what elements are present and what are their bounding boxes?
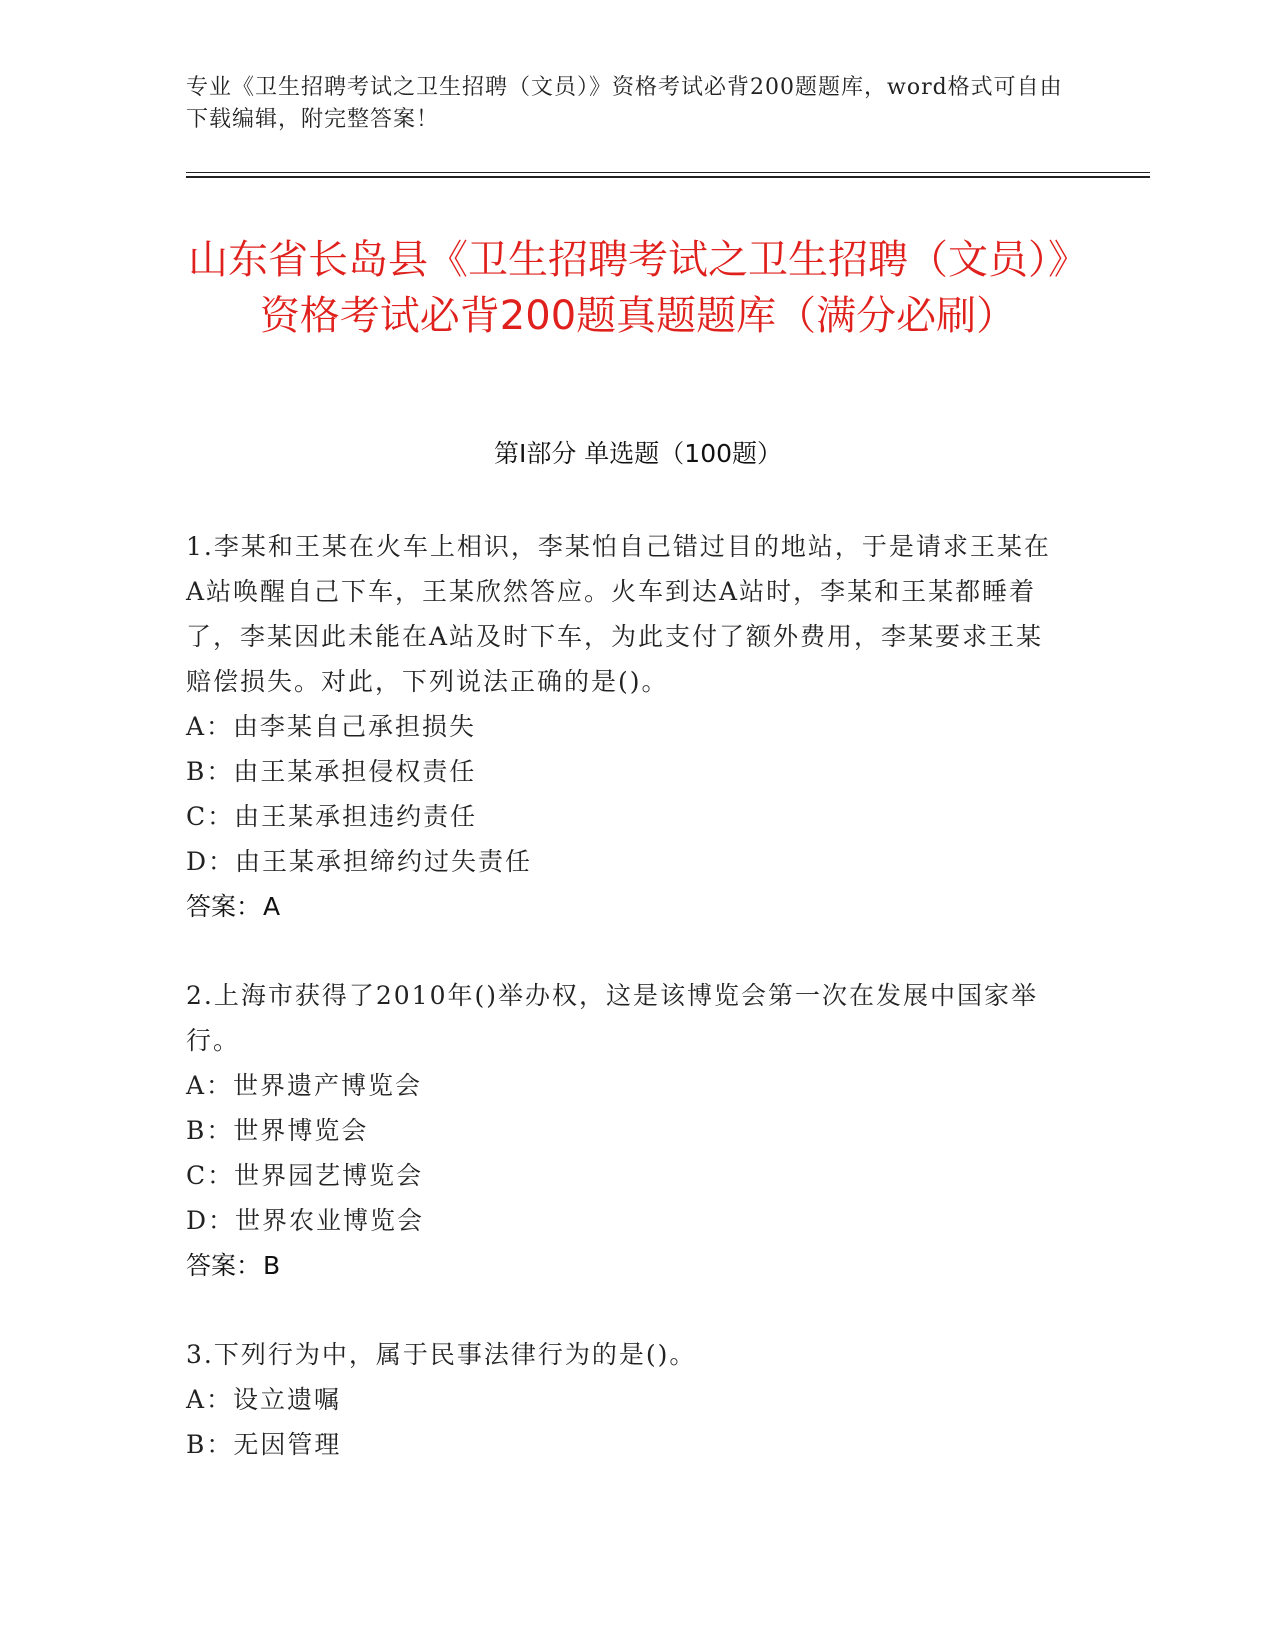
question-list bbox=[186, 524, 1066, 1511]
question-stem: 2.上海市获得了2010年()举办权，这是该博览会第一次在发展中国家举行。 bbox=[186, 981, 1038, 1055]
question-option: A：设立遗嘱 bbox=[186, 1385, 342, 1414]
question-stem: 1.李某和王某在火车上相识，李某怕自己错过目的地站，于是请求王某在A站唤醒自己下车，王某欣然答应。火车到达A站时，李某和王某都睡着了，李某因此未能在A站及时下车，为此支付了额外费用，李某要求王某赔偿损失。对此，下列说法正确的是()。 bbox=[186, 532, 1051, 696]
question-item bbox=[186, 524, 1066, 929]
answer-label: 答案： bbox=[186, 892, 262, 921]
answer-label: 答案： bbox=[186, 1251, 262, 1280]
answer-value: A bbox=[263, 892, 281, 921]
question-item bbox=[186, 973, 1066, 1288]
question-stem: 3.下列行为中，属于民事法律行为的是()。 bbox=[186, 1340, 697, 1369]
question-option: A：世界遗产博览会 bbox=[186, 1071, 423, 1100]
header-divider-thick bbox=[186, 176, 1150, 178]
question-option: C：由王某承担违约责任 bbox=[186, 802, 478, 831]
document-title: 山东省长岛县《卫生招聘考试之卫生招聘（文员）》资格考试必背200题真题题库（满分必刷） bbox=[188, 237, 1088, 339]
answer-value: B bbox=[263, 1251, 281, 1280]
question-option: B：无因管理 bbox=[186, 1430, 342, 1459]
question-option: B：由王某承担侵权责任 bbox=[186, 757, 477, 786]
question-option: B：世界博览会 bbox=[186, 1116, 369, 1145]
question-option: D：由王某承担缔约过失责任 bbox=[186, 847, 533, 876]
question-option: D：世界农业博览会 bbox=[186, 1206, 425, 1235]
header-note: 专业《卫生招聘考试之卫生招聘（文员）》资格考试必背200题题库，word格式可自由下载编辑，附完整答案！ bbox=[186, 75, 1063, 132]
question-option: C：世界园艺博览会 bbox=[186, 1161, 424, 1190]
section-heading: 第Ⅰ部分 单选题（100题） bbox=[493, 439, 783, 468]
header-divider-thin bbox=[186, 172, 1150, 173]
question-answer bbox=[186, 1243, 1066, 1288]
question-answer bbox=[186, 884, 1066, 929]
question-item bbox=[186, 1332, 1066, 1467]
question-option: A：由李某自己承担损失 bbox=[186, 712, 477, 741]
